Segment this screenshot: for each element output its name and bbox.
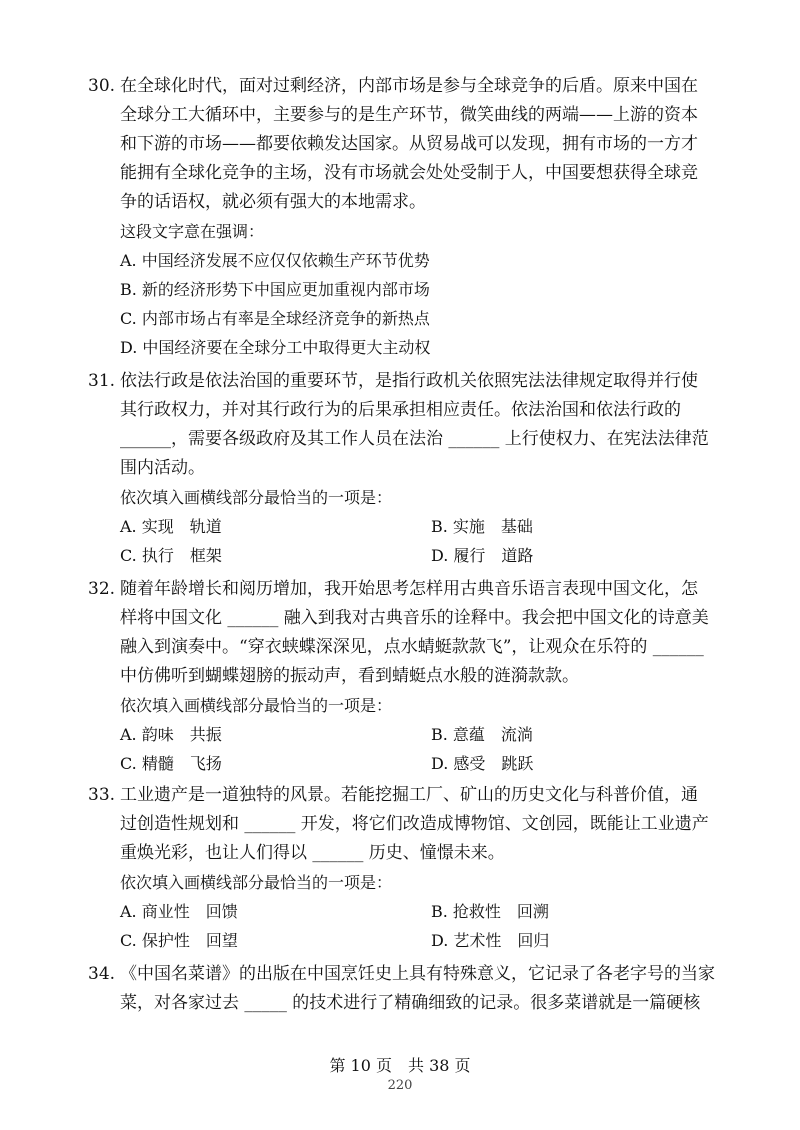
question-line: 重焕光彩，也让人们得以 ______ 历史、憧憬未来。: [120, 843, 505, 863]
options-row: [88, 897, 728, 926]
question-prompt: 依次填入画横线部分最恰当的一项是：: [120, 696, 393, 715]
options-row: [88, 926, 728, 955]
option-c: C. 保护性 回望: [120, 931, 238, 950]
question-line: 样将中国文化 ______ 融入到我对古典音乐的诠释中。我会把中国文化的诗意美: [120, 608, 709, 628]
option-d: D. 艺术性 回归: [431, 931, 550, 950]
option-d: D. 履行 道路: [431, 546, 534, 565]
question-number: 32.: [88, 579, 116, 599]
option-d: D. 中国经济要在全球分工中取得更大主动权: [120, 338, 431, 357]
question-line: ______，需要各级政府及其工作人员在法治 ______ 上行使权力、在宪法法律范: [120, 429, 709, 449]
question-line: 能拥有全球化竞争的主场，没有市场就会处处受制于人，中国要想获得全球竞: [120, 163, 698, 183]
option-a: A. 实现 轨道: [120, 517, 222, 536]
options-row: [88, 720, 728, 749]
question-line: 33. 工业遗产是一道独特的风景。若能挖掘工厂、矿山的历史文化与科普价值，通: [88, 781, 728, 810]
question-line: 34. 《中国名菜谱》的出版在中国烹饪史上具有特殊意义，它记录了各老字号的当家: [88, 960, 728, 989]
question-line: 31. 依法行政是依法治国的重要环节，是指行政机关依照宪法法律规定取得并行使: [88, 367, 728, 396]
option-c: C. 精髓 飞扬: [120, 754, 222, 773]
options-row: [88, 749, 728, 778]
question-prompt: 这段文字意在强调：: [120, 222, 265, 241]
question-line: 菜，对各家过去 _____ 的技术进行了精确细致的记录。很多菜谱就是一篇硬核: [120, 993, 701, 1013]
question-line: 过创造性规划和 ______ 开发，将它们改造成博物馆、文创园，既能让工业遗产: [120, 814, 709, 834]
question-line: 其行政权力，并对其行政行为的后果承担相应责任。依法治国和依法行政的: [120, 400, 681, 420]
option-a: A. 商业性 回馈: [120, 902, 238, 921]
option-b: B. 新的经济形势下中国应更加重视内部市场: [120, 280, 430, 299]
question-number: 33.: [88, 785, 116, 805]
page-label: 第 10 页 共 38 页: [329, 1056, 471, 1075]
question-number: 31.: [88, 371, 116, 391]
options-row: [88, 541, 728, 570]
question-number: 34.: [88, 964, 116, 984]
question-31: [88, 367, 728, 570]
option-a: A. 韵味 共振: [120, 725, 222, 744]
question-34: [88, 960, 728, 1018]
question-line: 32. 随着年龄增长和阅历增加，我开始思考怎样用古典音乐语言表现中国文化，怎: [88, 575, 728, 604]
question-line: 中仿佛听到蝴蝶翅膀的振动声，看到蜻蜓点水般的涟漪款款。: [120, 666, 579, 686]
option-c: C. 执行 框架: [120, 546, 222, 565]
question-line: 全球分工大循环中，主要参与的是生产环节，微笑曲线的两端——上游的资本: [120, 105, 698, 125]
question-number: 30.: [88, 76, 116, 96]
option-c: C. 内部市场占有率是全球经济竞争的新热点: [120, 309, 430, 328]
question-prompt: 依次填入画横线部分最恰当的一项是：: [120, 873, 393, 892]
question-prompt: 依次填入画横线部分最恰当的一项是：: [120, 488, 393, 507]
option-d: D. 感受 跳跃: [431, 754, 534, 773]
question-line: 融入到演奏中。“穿衣蛱蝶深深见，点水蜻蜓款款飞”，让观众在乐符的 ______: [120, 637, 704, 657]
option-b: B. 意蕴 流淌: [431, 725, 533, 744]
question-33: [88, 781, 728, 955]
question-line: 和下游的市场——都要依赖发达国家。从贸易战可以发现，拥有市场的一方才: [120, 134, 698, 154]
question-line: 围内活动。: [120, 458, 205, 478]
option-a: A. 中国经济发展不应仅仅依赖生产环节优势: [120, 251, 430, 270]
page-number: 220: [387, 1078, 413, 1093]
option-b: B. 实施 基础: [431, 517, 533, 536]
question-line: 争的话语权，就必须有强大的本地需求。: [120, 192, 426, 212]
question-line: 30. 在全球化时代，面对过剩经济，内部市场是参与全球竞争的后盾。原来中国在: [88, 72, 728, 101]
option-b: B. 抢救性 回溯: [431, 902, 549, 921]
question-32: [88, 575, 728, 778]
question-30: [88, 72, 728, 362]
options-row: [88, 512, 728, 541]
